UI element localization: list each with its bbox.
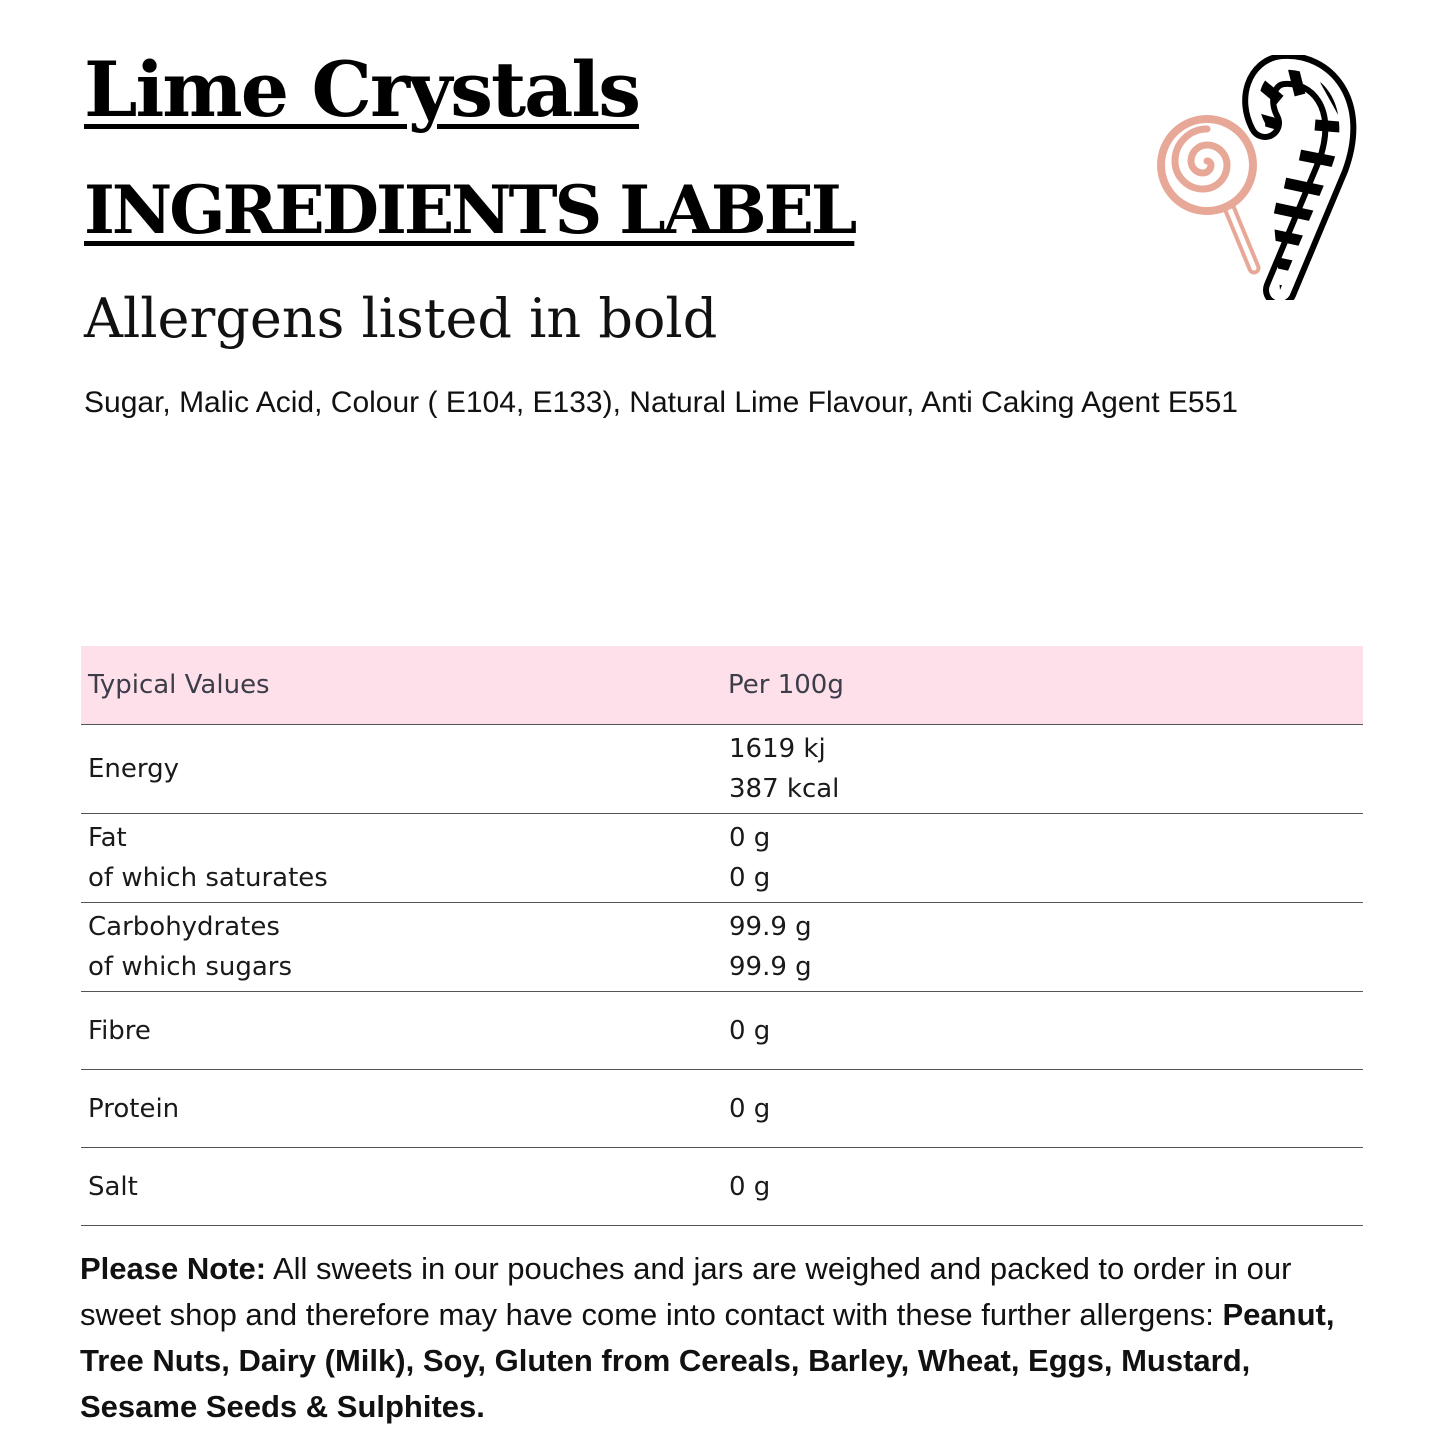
nutrient-value (721, 725, 1363, 814)
nutrient-value-line: 387 kcal (729, 774, 840, 804)
allergens-subtitle: Allergens listed in bold (84, 287, 718, 350)
ingredients-list: Sugar, Malic Acid, Colour ( E104, E133), Natural Lime Flavour, Anti Caking Agent E551 (84, 386, 1238, 419)
nutrient-label-line: Fibre (88, 1015, 151, 1046)
nutrient-label-line: Fat (88, 823, 127, 853)
nutrient-label-line: Salt (88, 1171, 138, 1202)
nutrient-value-line: 0 g (729, 823, 771, 853)
nutrition-header-row (81, 646, 1363, 725)
note-text: All sweets in our pouches and jars are weighed and packed to order in our sweet shop and therefore may have come into contact with these further allergens: (80, 1251, 1292, 1332)
nutrient-label-line: Carbohydrates (88, 912, 280, 942)
nutrient-value-line: 0 g (729, 863, 771, 893)
nutrition-body (81, 725, 1363, 1226)
nutrient-label-line: Energy (88, 754, 180, 784)
nutrition-table (81, 646, 1363, 1226)
nutrient-value-line: 1619 kj (729, 734, 826, 764)
nutrient-value-line: 0 g (729, 1171, 771, 1202)
nutrient-label-line: of which saturates (88, 863, 328, 893)
sweets-decoration (1150, 55, 1390, 300)
note-lead: Please Note: (80, 1251, 267, 1286)
nutrient-value (721, 992, 1363, 1070)
table-row (81, 1148, 1363, 1226)
nutrient-value-line: 99.9 g (729, 952, 812, 982)
allergen-note (80, 1246, 1370, 1430)
nutrient-value (721, 1148, 1363, 1226)
candy-cane-icon (1245, 55, 1375, 300)
table-row (81, 1070, 1363, 1148)
table-row (81, 903, 1363, 992)
nutrient-label-line: of which sugars (88, 952, 293, 982)
nutrient-label (81, 1148, 721, 1226)
nutrient-value (721, 1070, 1363, 1148)
nutrient-value (721, 814, 1363, 903)
nutrient-label (81, 814, 721, 903)
product-title: Lime Crystals (84, 45, 640, 134)
nutrient-value-line: 99.9 g (729, 912, 812, 942)
note-allergens: Peanut, Tree Nuts, Dairy (Milk), Soy, Gluten from Cereals, Barley, Wheat, Eggs, Mustard, Sesame Seeds & Sulphites. (80, 1297, 1335, 1424)
nutrient-value-line: 0 g (729, 1093, 771, 1124)
lollipop-icon (1157, 115, 1257, 268)
nutrient-label (81, 903, 721, 992)
header-typical-values: Typical Values (81, 646, 721, 725)
nutrient-label (81, 725, 721, 814)
nutrient-label (81, 992, 721, 1070)
table-row (81, 814, 1363, 903)
nutrient-label (81, 1070, 721, 1148)
nutrient-label-line: Protein (88, 1093, 180, 1124)
nutrient-value (721, 903, 1363, 992)
header-per-100g: Per 100g (721, 646, 1363, 725)
table-row (81, 992, 1363, 1070)
table-row (81, 725, 1363, 814)
nutrient-value-line: 0 g (729, 1015, 771, 1046)
label-title: INGREDIENTS LABEL (84, 171, 855, 249)
